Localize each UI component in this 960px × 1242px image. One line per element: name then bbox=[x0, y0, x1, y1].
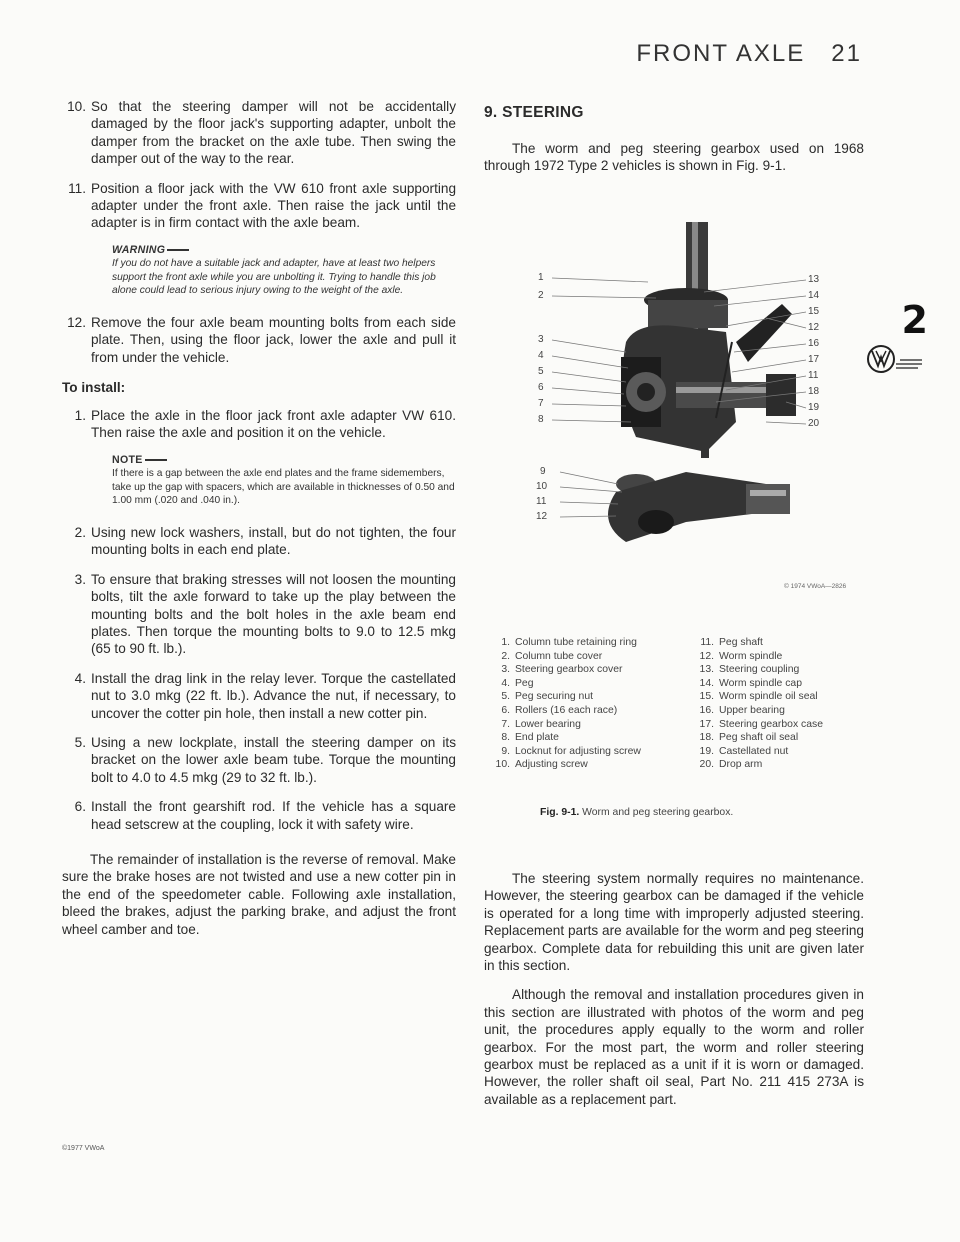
step-number: 12. bbox=[67, 314, 86, 330]
legend-item: 13. Steering coupling bbox=[699, 664, 800, 676]
closing-paragraph: The remainder of installation is the reverse of removal. Make sure the brake hoses are not twisted and use a new cotter pin in the end of the speedometer cable. Following axle installation, bleed the brakes, adjust the parking brake, and adjust the front wheel camber and toe. bbox=[62, 851, 456, 937]
install-step-1 bbox=[62, 407, 456, 442]
note-caption: NOTE bbox=[112, 454, 167, 466]
legend-item: 10. Adjusting screw bbox=[495, 759, 588, 771]
warning-caption: WARNING bbox=[112, 244, 189, 256]
legend-item: 17. Steering gearbox case bbox=[699, 718, 823, 730]
callout-13: 13 bbox=[808, 274, 820, 285]
legend-item: 15. Worm spindle oil seal bbox=[699, 691, 818, 703]
step-text: Using a new lockplate, install the steering damper on its bracket on the lower axle beam tube. Torque the mounting bolt to 4.0 to 4.5 mkg (29 to 32 ft. lb.). bbox=[91, 734, 456, 785]
step-text: To ensure that braking stresses will not loosen the mounting bolts, tilt the axle forward to take up the play between the mounting bolts and the bolt holes in the axle beam end plates. Then torque the mounting bolts to 9.0 to 12.5 mkg (65 to 90 ft. lb.). bbox=[91, 571, 456, 657]
legend-item: 2. Column tube cover bbox=[501, 650, 603, 662]
callout-17: 17 bbox=[808, 354, 820, 365]
callout-12b: 12 bbox=[536, 511, 548, 522]
callout-15: 15 bbox=[808, 306, 820, 317]
legend-column-1 bbox=[494, 636, 674, 772]
removal-step-11 bbox=[62, 180, 456, 232]
legend-item: 18. Peg shaft oil seal bbox=[699, 732, 799, 744]
left-column bbox=[62, 98, 456, 950]
callout-1: 1 bbox=[538, 272, 544, 283]
chapter-tab: 2 bbox=[901, 298, 928, 342]
page-number: 21 bbox=[831, 40, 862, 67]
callout-10: 10 bbox=[536, 481, 548, 492]
running-head-title: FRONT AXLE bbox=[636, 40, 806, 67]
callout-5: 5 bbox=[538, 366, 544, 377]
right-column bbox=[484, 104, 864, 187]
steering-paragraph-2: Although the removal and installation procedures given in this section are illustrated with photos of the worm and peg unit, the procedures apply equally to the worm and roller gearbox. For the most part, the worm and roller steering gearbox must be replaced as a unit if it is worn or damaged. However, the roller shaft oil seal, Part No. 211 415 273A is available as a replacement part. bbox=[484, 987, 864, 1107]
section-title: 9. STEERING bbox=[484, 104, 584, 121]
step-text: Remove the four axle beam mounting bolts from each side plate. Then, using the floor jack, lower the axle and pull it from under the vehicle. bbox=[91, 314, 456, 365]
callout-8: 8 bbox=[538, 414, 544, 425]
callout-18: 18 bbox=[808, 386, 820, 397]
install-step-4 bbox=[62, 670, 456, 722]
legend-item: 4. Peg bbox=[501, 677, 534, 689]
figure-caption bbox=[540, 807, 733, 818]
step-number: 4. bbox=[74, 670, 86, 686]
steering-paragraph-1: The steering system normally requires no maintenance. However, the steering gearbox can be damaged if the vehicle is operated for a long time with improperly adjusted steering. Replacement parts are available for the worm and peg steering gearbox. Complete data for rebuilding this unit are given later in this section. bbox=[484, 871, 864, 974]
step-text: Place the axle in the floor jack front axle adapter VW 610. Then raise the axle and position it on the vehicle. bbox=[91, 408, 456, 441]
step-text: So that the steering damper will not be accidentally damaged by the floor jack's supporting adapter, unbolt the damper from the bracket on the axle tube. Then swing the damper out of the way to the rear. bbox=[91, 99, 456, 167]
running-head bbox=[636, 40, 862, 68]
callout-14: 14 bbox=[808, 290, 820, 301]
legend-item: 20. Drop arm bbox=[699, 759, 763, 771]
callout-12: 12 bbox=[808, 322, 820, 333]
warning-text: If you do not have a suitable jack and adapter, have at least two helpers support the front axle while you are unbolting it. Trying to handle this job alone could lead to serious injury owing to the weight of the axle. bbox=[112, 258, 436, 297]
legend-item: 12. Worm spindle bbox=[699, 650, 783, 662]
legend-item: 8. End plate bbox=[501, 732, 559, 744]
callout-20: 20 bbox=[808, 418, 820, 429]
step-text: Install the front gearshift rod. If the vehicle has a square head setscrew at the coupling, lock it with safety wire. bbox=[91, 799, 456, 832]
step-text: Using new lock washers, install, but do not tighten, the four mounting bolts in each end plate. bbox=[91, 524, 456, 558]
step-number: 3. bbox=[74, 571, 86, 587]
step-text: Install the drag link in the relay lever. Torque the castellated nut to 3.0 mkg (22 ft. lb.). Advance the nut, if necessary, to uncover the cotter pin hole, then install a new cotter pin. bbox=[91, 670, 456, 721]
callout-9: 9 bbox=[540, 466, 546, 477]
install-step-6 bbox=[62, 798, 456, 833]
intro-paragraph: The worm and peg steering gearbox used on 1968 through 1972 Type 2 vehicles is shown in Fig. 9-1. bbox=[484, 141, 864, 174]
note-text: If there is a gap between the axle end plates and the frame sidemembers, take up the gap with spacers, which are available in thicknesses of 0.50 and 1.00 mm (.020 and .040 in.). bbox=[112, 468, 455, 507]
step-number: 11. bbox=[68, 180, 86, 196]
legend-column-2 bbox=[698, 636, 878, 772]
callout-2: 2 bbox=[538, 290, 544, 301]
callout-11b: 11 bbox=[536, 496, 547, 507]
legend-item: 16. Upper bearing bbox=[699, 704, 785, 716]
legend-item: 14. Worm spindle cap bbox=[699, 677, 802, 689]
removal-step-12 bbox=[62, 314, 456, 366]
step-number: 10. bbox=[67, 99, 86, 114]
legend-item: 7. Lower bearing bbox=[501, 718, 581, 730]
step-number: 2. bbox=[74, 524, 86, 540]
note-callout bbox=[112, 454, 456, 508]
legend-item: 3. Steering gearbox cover bbox=[501, 664, 623, 676]
install-step-5 bbox=[62, 734, 456, 786]
step-number: 1. bbox=[74, 408, 86, 424]
figure-credit: © 1974 VWoA—2826 bbox=[784, 583, 847, 590]
install-step-3 bbox=[62, 571, 456, 658]
legend-item: 6. Rollers (16 each race) bbox=[501, 704, 618, 716]
step-number: 5. bbox=[74, 734, 86, 750]
install-step-2 bbox=[62, 524, 456, 559]
warning-callout bbox=[112, 244, 456, 298]
figure-callouts bbox=[536, 222, 826, 572]
legend-item: 9. Locknut for adjusting screw bbox=[501, 745, 641, 757]
callout-19: 19 bbox=[808, 402, 820, 413]
callout-16: 16 bbox=[808, 338, 820, 349]
callout-3: 3 bbox=[538, 334, 544, 345]
callout-11: 11 bbox=[808, 370, 819, 381]
legend-item: 5. Peg securing nut bbox=[501, 691, 593, 703]
legend-item: 1. Column tube retaining ring bbox=[501, 637, 637, 648]
callout-7: 7 bbox=[538, 398, 544, 409]
legend-item: 11. Peg shaft bbox=[700, 637, 763, 648]
figure-caption-text: Worm and peg steering gearbox. bbox=[582, 807, 734, 818]
callout-4: 4 bbox=[538, 350, 544, 361]
install-heading: To install: bbox=[62, 380, 126, 396]
callout-6: 6 bbox=[538, 382, 544, 393]
step-number: 6. bbox=[74, 799, 86, 815]
vw-logo-icon bbox=[866, 342, 926, 376]
legend-item: 19. Castellated nut bbox=[699, 745, 789, 757]
removal-step-10 bbox=[62, 98, 456, 168]
copyright-left: ©1977 VWoA bbox=[62, 1145, 105, 1152]
step-text: Position a floor jack with the VW 610 front axle supporting adapter under the front axle. Then raise the jack until the adapter is in firm contact with the axle beam. bbox=[91, 180, 456, 231]
figure-caption-label: Fig. 9-1. bbox=[540, 807, 580, 818]
right-body bbox=[484, 870, 864, 1120]
